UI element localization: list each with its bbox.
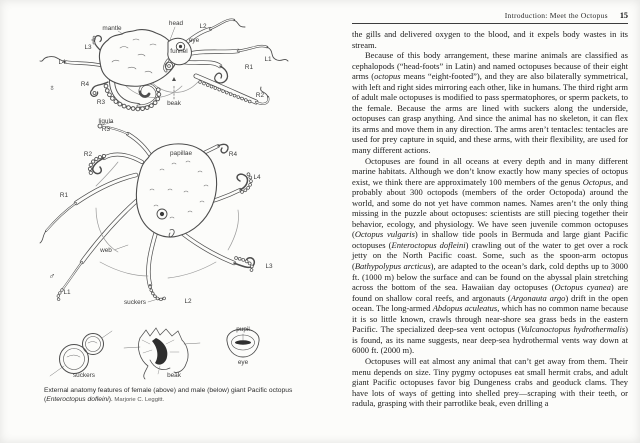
paragraph: Because of this body arrangement, these marine animals are classified as cephalopods (“head-foots” in Latin) and named octopuses because of their eight arms (octopus means “eight-footed”), and they are also bilaterally symmetrical, with left and right sides mirroring each other, like in humans. The third right arm of adult male octopuses is modified to pass spermatophores, or sperm packets, to the female. Because the arms are lined with suckers along the underside, octopuses can grasp anything. And since the animal has no skeleton, it can flex its arms and move them in any direction. The arms aren’t tentacles: tentacles are used for prey capture in squid, and these arms, with their flexibility, are used for many different actions. [352,50,629,156]
label-eye: eye [188,37,200,44]
label-r2: R2 [255,92,265,99]
figure-caption: External anatomy features of female (above) and male (below) giant Pacific octopus (Enteroctopus dofleini). Marjorie C. Leggitt. [44,387,293,403]
label-beak: beak [167,100,181,107]
paragraph: Octopuses will eat almost any animal that can’t get away from them. Their menu depends on size. Tiny pygmy octopuses eat small hermit crabs, and adult giant Pacific octopuses favor big Dungeness crabs and geoduck clams. They have lots of ways of getting into shelled prey—scraping with their teeth, or radula, grasping with their parrotlike beak, even drilling a [352,355,628,409]
article-paragraphs [352,29,628,409]
label-head: head [168,20,184,27]
label-l1-male: L1 [63,289,71,296]
eye-inset-drawing [227,329,259,357]
label-suckers-male: suckers [123,299,147,306]
label-l2-male: L2 [184,298,192,305]
label-r4: R4 [80,81,90,88]
label-l2: L2 [199,23,207,30]
label-beak-inset: beak [167,372,181,379]
label-l4: L4 [58,59,66,66]
label-funnel: funnel [170,48,188,55]
label-eye-inset: eye [237,359,249,366]
label-l3-male: L3 [265,263,273,270]
label-pupil-inset: pupil [236,326,250,333]
label-r3: R3 [96,99,106,106]
label-papillae: papillae [169,150,193,157]
label-ligula: ligula [98,118,114,125]
male-octopus-drawing [40,122,254,302]
label-r2-male: R2 [83,151,93,158]
running-head [352,11,628,20]
label-suckers-inset: suckers [72,372,96,379]
suckers-inset-drawing [50,331,112,376]
paragraph: the gills and delivered oxygen to the blood, and it expels body wastes in its stream. [352,29,628,50]
header-rule [352,23,628,24]
male-symbol-icon: ♂ [48,271,56,281]
label-r3-male: R3 [101,126,111,133]
page-number: 15 [619,11,628,20]
female-symbol-icon: ♀ [48,83,56,93]
label-l3: L3 [84,44,92,51]
beak-inset-drawing [124,328,200,379]
label-mantle: mantle [102,25,122,32]
running-head-title: Introduction: Meet the Octopus [504,11,608,20]
paragraph: Octopuses are found in all oceans at every depth and in many different marine habitats. Although we don’t know exactly how many species of octopus exist, we think there are approximately 100 members of the genus Octopus, and probably about 300 octopods (members of the order Octopoda) around the world, and some do not yet have common names. Names aren’t the only thing missing in the puzzle about octopuses: scientists are still piecing together their behavior, ecology, and physiology. We have seen juvenile common octopuses (Octopus vulgaris) in shallow tide pools in Bermuda and large giant Pacific octopuses (Enteroctopus dofleini) crawling out of the water to get over a rock jetty on the North Pacific coast. Some, such as the spoon-arm octopus (Bathypolypus arcticus), are adapted to the ocean’s dark, cold depths up to 3000 ft. (1000 m) below the surface and can be found on the abyssal plain stretching across the bottom of the sea. Hawaiian day octopuses (Octopus cyanea) are found on shallow coral reefs, and argonauts (Argonauta argo) drift in the open ocean. The long-armed Abdopus aculeatus, which has no common name because it is so little known, crawls through near-shore sea grass beds in the eastern Pacific. The specialized deep-sea vent octopus (Vulcanoctopus hydrothermalis) is found, as its name suggests, near deep-sea hydrothermal vents way down at 6000 ft. (2000 m). [352,155,629,356]
label-l4-male: L4 [253,174,261,181]
label-r1-male: R1 [59,192,69,199]
label-r1: R1 [244,64,254,71]
label-r4-male: R4 [228,151,238,158]
text-column [352,11,628,409]
label-l1: L1 [264,56,272,63]
label-web: web [100,247,112,254]
